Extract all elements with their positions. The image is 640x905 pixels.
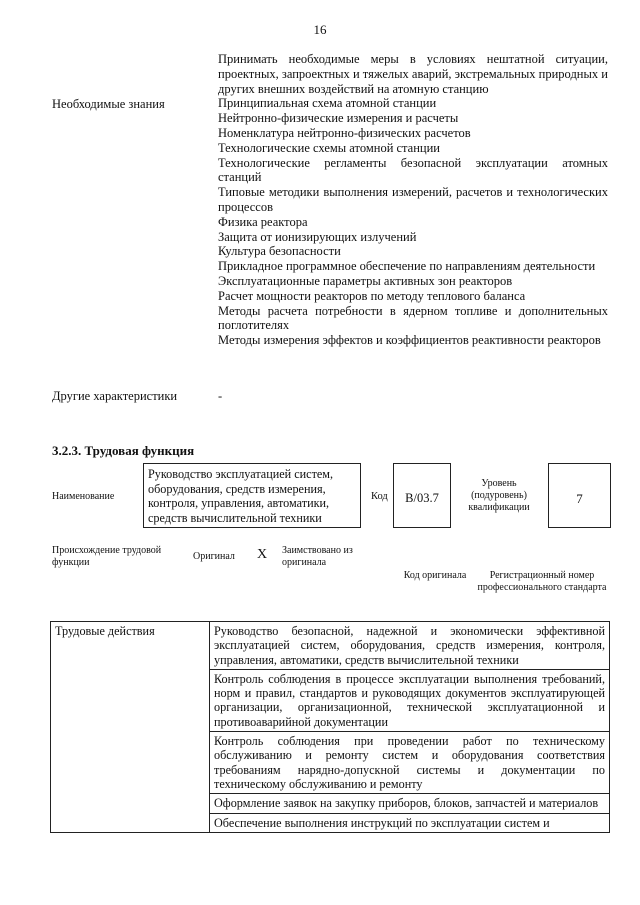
knowledge-item: Технологические регламенты безопасной эксплуатации атомных станций [218, 155, 608, 185]
function-name-label: Наименование [52, 491, 115, 502]
function-name-box: Руководство эксплуатацией систем, оборудования, средств измерения, контроля, управления, автоматики, средств вычислительной техники [143, 463, 361, 528]
knowledge-item: Прикладное программное обеспечение по направлениям деятельности [218, 259, 596, 274]
knowledge-item: Культура безопасности [218, 244, 341, 259]
knowledge-item: Типовые методики выполнения измерений, расчетов и технологических процессов [218, 185, 608, 214]
labor-action-cell: Обеспечение выполнения инструкций по эксплуатации систем и [210, 813, 610, 832]
knowledge-item: Эксплуатационные параметры активных зон реакторов [218, 273, 513, 288]
table-row [51, 622, 610, 670]
knowledge-item: Расчет мощности реакторов по методу теплового баланса [218, 288, 526, 303]
qualification-level-label: Уровень (подуровень) квалификации [468, 478, 530, 513]
knowledge-item: Принципиальная схема атомной станции [218, 96, 437, 111]
labor-action-cell: Контроль соблюдения в процессе эксплуатации выполнения требований, норм и правил, стандартов и руководящих документов эксплуатирующей организации, организационной, технической эксплуатационной и противоаварийной документации [210, 669, 610, 731]
registration-number-label: Регистрационный номер профессионального стандарта [477, 570, 607, 593]
original-code-label: Код оригинала [403, 570, 467, 581]
qualification-level-box: 7 [548, 463, 611, 528]
knowledge-item: Защита от ионизирующих излучений [218, 229, 417, 244]
labor-action-cell: Руководство безопасной, надежной и экономически эффективной эксплуатацией систем, оборудования, средств измерения, контроля, управления, автоматики, средств вычислительной техники [210, 622, 610, 670]
function-code-box: B/03.7 [393, 463, 451, 528]
other-characteristics-label: Другие характеристики [52, 389, 178, 403]
knowledge-item: Методы измерения эффектов и коэффициентов реактивности реакторов [218, 333, 601, 348]
knowledge-item: Нейтронно-физические измерения и расчеты [218, 111, 459, 126]
labor-actions-label: Трудовые действия [51, 622, 210, 833]
knowledge-item: Физика реактора [218, 214, 308, 229]
other-characteristics-value: - [218, 389, 223, 403]
knowledge-item: Принимать необходимые меры в условиях нештатной ситуации, проектных, запроектных и тяжелых аварий, экстремальных природных и других внешних воздействий на атомную станцию [218, 52, 608, 96]
knowledge-item: Методы расчета потребности в ядерном топливе и дополнительных поглотителях [218, 303, 608, 333]
labor-action-cell: Контроль соблюдения при проведении работ по техническому обслуживанию и ремонту систем и оборудования соответствия требованиям нарядно-допускной системы и документации по техническому обслуживанию и ремонту [210, 732, 610, 794]
section-title: 3.2.3. Трудовая функция [52, 443, 195, 458]
knowledge-item: Номенклатура нейтронно-физических расчетов [218, 125, 471, 140]
knowledge-label: Необходимые знания [52, 97, 165, 111]
original-mark: X [257, 547, 268, 562]
labor-action-cell: Оформление заявок на закупку приборов, блоков, запчастей и материалов [210, 794, 610, 813]
borrowed-label: Заимствовано из оригинала [282, 545, 353, 568]
original-label: Оригинал [193, 551, 235, 562]
labor-actions-table [50, 621, 610, 833]
knowledge-item: Технологические схемы атомной станции [218, 140, 440, 155]
page-number: 16 [313, 22, 327, 37]
knowledge-list [218, 52, 608, 348]
function-code-label: Код [371, 491, 388, 502]
origin-label: Происхождение трудовой функции [52, 545, 162, 568]
